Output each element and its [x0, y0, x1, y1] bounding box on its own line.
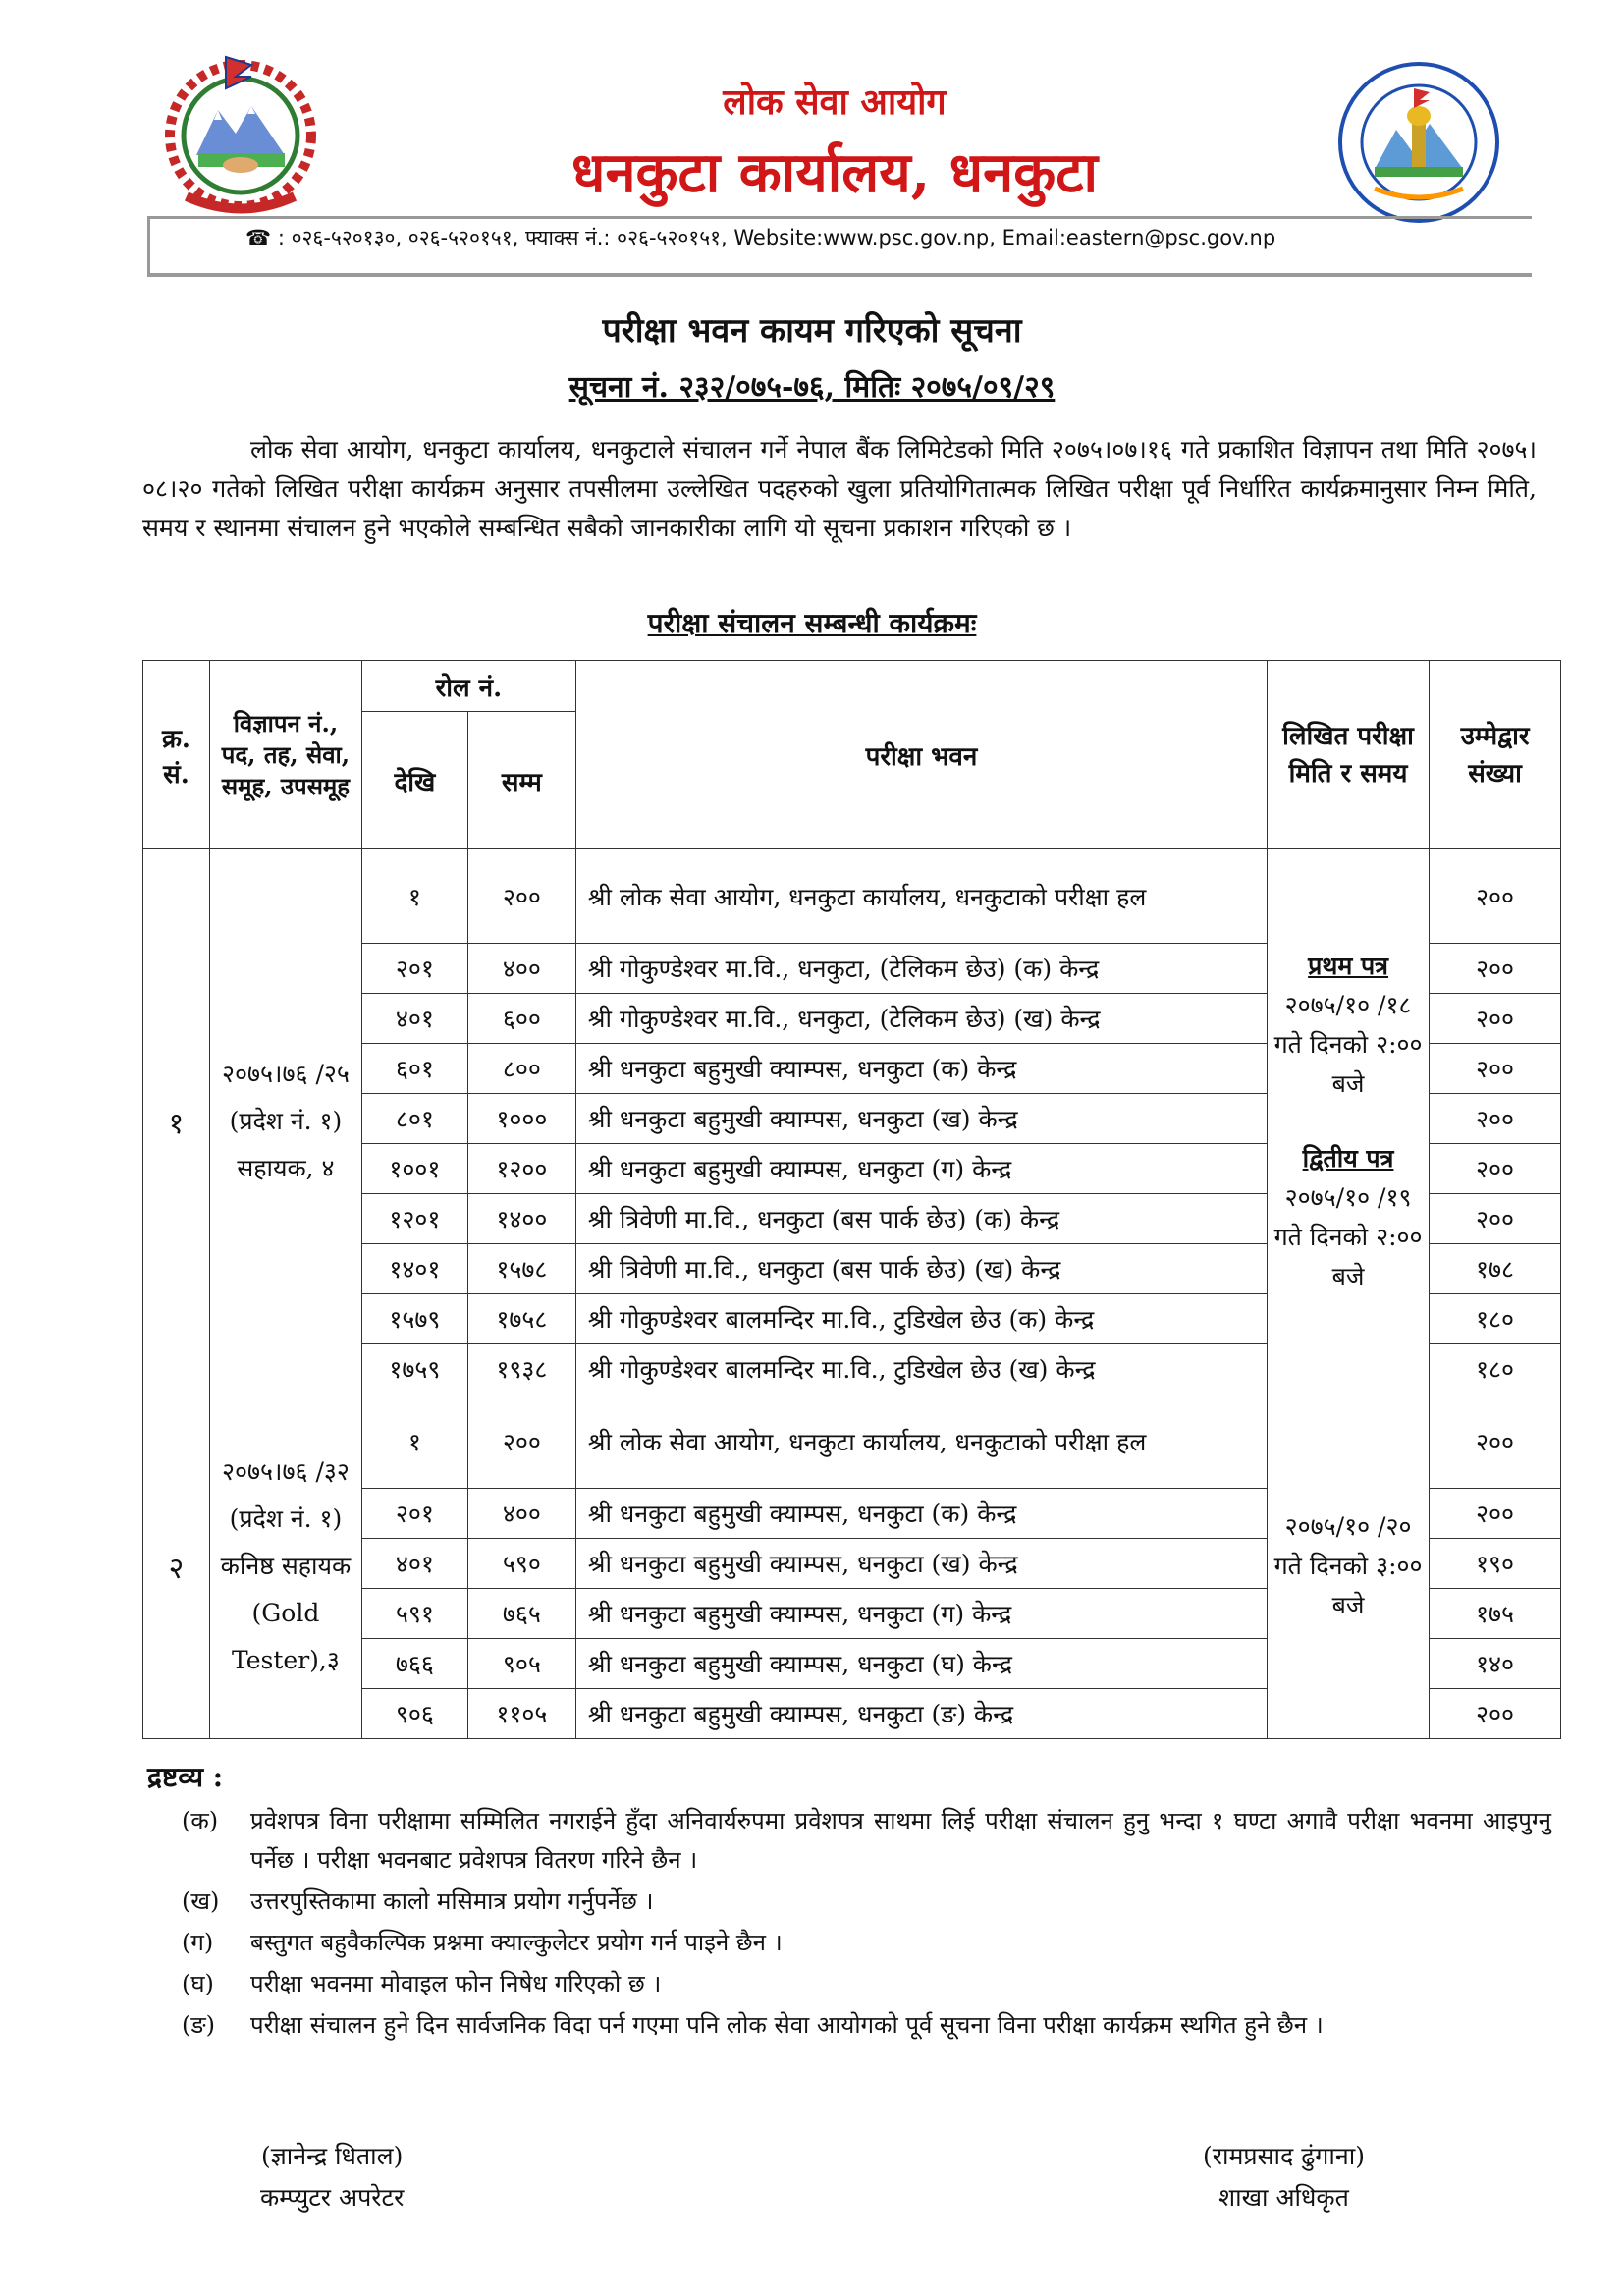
- cell-roll-from: १: [361, 1394, 467, 1489]
- contact-line: ☎ : ०२६-५२०१३०, ०२६-५२०१५१, फ्याक्स नं.: ०२६-५२०१५१, Website:www.psc.gov.np, Email:eastern@psc.gov.np: [245, 226, 1276, 249]
- cell-roll-to: ८००: [467, 1044, 575, 1094]
- signatory-right-title: शाखा अधिकृत: [1218, 2183, 1349, 2212]
- cell-candidate-count: २००: [1430, 944, 1561, 994]
- header-exam-datetime: लिखित परीक्षा मिति र समय: [1268, 661, 1430, 849]
- table-row: [143, 1394, 1561, 1489]
- cell-candidate-count: १४०: [1430, 1639, 1561, 1689]
- cell-roll-from: २०१: [361, 1489, 467, 1539]
- cell-roll-from: ९०६: [361, 1689, 467, 1739]
- cell-roll-from: ४०१: [361, 994, 467, 1044]
- note-item: [182, 1882, 1551, 1921]
- cell-roll-from: १५७९: [361, 1294, 467, 1344]
- schedule-table: [142, 660, 1561, 1739]
- cell-roll-to: ६००: [467, 994, 575, 1044]
- cell-advertisement: २०७५।७६ /३२ (प्रदेश नं. १) कनिष्ठ सहायक (Gold Tester),३: [209, 1394, 361, 1739]
- cell-venue: श्री धनकुटा बहुमुखी क्याम्पस, धनकुटा (घ) केन्द्र: [575, 1639, 1267, 1689]
- cell-exam-datetime: [1268, 849, 1430, 1394]
- notes-heading: द्रष्टव्य :: [147, 1761, 224, 1793]
- cell-roll-to: १४००: [467, 1194, 575, 1244]
- cell-roll-to: १५७८: [467, 1244, 575, 1294]
- cell-venue: श्री धनकुटा बहुमुखी क्याम्पस, धनकुटा (ख) केन्द्र: [575, 1094, 1267, 1144]
- note-key: (ग): [182, 1929, 214, 1956]
- cell-venue: श्री त्रिवेणी मा.वि., धनकुटा (बस पार्क छेउ) (क) केन्द्र: [575, 1194, 1267, 1244]
- header-advertisement: विज्ञापन नं., पद, तह, सेवा, समूह, उपसमूह: [209, 661, 361, 849]
- note-item: [182, 1801, 1551, 1880]
- cell-roll-to: २००: [467, 1394, 575, 1489]
- cell-candidate-count: २००: [1430, 1489, 1561, 1539]
- table-row: [143, 849, 1561, 944]
- signature-left: [260, 2136, 404, 2218]
- note-item: [182, 1923, 1551, 1962]
- cell-roll-to: १७५८: [467, 1294, 575, 1344]
- header-roll-from: देखि: [361, 712, 467, 849]
- org-name: लोक सेवा आयोग: [723, 82, 947, 123]
- cell-venue: श्री धनकुटा बहुमुखी क्याम्पस, धनकुटा (ख) केन्द्र: [575, 1539, 1267, 1589]
- cell-roll-from: ८०१: [361, 1094, 467, 1144]
- cell-candidate-count: २००: [1430, 1194, 1561, 1244]
- cell-sn: २: [143, 1394, 210, 1739]
- cell-candidate-count: १८०: [1430, 1294, 1561, 1344]
- signatory-left-name: (ज्ञानेन्द्र धिताल): [260, 2142, 404, 2170]
- cell-candidate-count: २००: [1430, 1394, 1561, 1489]
- cell-roll-from: १७५९: [361, 1344, 467, 1394]
- header-rule-left: [147, 216, 150, 273]
- schedule-subtitle: परीक्षा संचालन सम्बन्धी कार्यक्रमः: [647, 607, 977, 639]
- cell-venue: श्री गोकुण्डेश्वर मा.वि., धनकुटा, (टेलिकम छेउ) (ख) केन्द्र: [575, 994, 1267, 1044]
- cell-venue: श्री लोक सेवा आयोग, धनकुटा कार्यालय, धनकुटाको परीक्षा हल: [575, 1394, 1267, 1489]
- header-roll-no: रोल नं.: [361, 661, 575, 712]
- note-text: बस्तुगत बहुवैकल्पिक प्रश्नमा क्याल्कुलेटर प्रयोग गर्न पाइने छैन ।: [250, 1929, 783, 1956]
- notice-number-date: सूचना नं. २३२/०७५-७६, मितिः २०७५/०९/२९: [568, 370, 1056, 405]
- header-rule-bottom: [147, 273, 1532, 277]
- note-key: (क): [182, 1807, 219, 1834]
- cell-advertisement: २०७५।७६ /२५ (प्रदेश नं. १) सहायक, ४: [209, 849, 361, 1394]
- exam-datetime-line: २०७५/१० /१९ गते दिनको २:०० बजे: [1273, 1183, 1423, 1290]
- cell-roll-from: १००१: [361, 1144, 467, 1194]
- exam-datetime-line: २०७५/१० /२० गते दिनको ३:०० बजे: [1273, 1512, 1423, 1619]
- signatory-left-title: कम्प्युटर अपरेटर: [260, 2183, 405, 2212]
- signatory-right-name: (रामप्रसाद ढुंगाना): [1203, 2142, 1365, 2170]
- cell-venue: श्री त्रिवेणी मा.वि., धनकुटा (बस पार्क छेउ) (ख) केन्द्र: [575, 1244, 1267, 1294]
- signature-right: [1203, 2136, 1365, 2218]
- cell-roll-from: २०१: [361, 944, 467, 994]
- cell-roll-from: ५९१: [361, 1589, 467, 1639]
- cell-roll-to: ११०५: [467, 1689, 575, 1739]
- cell-candidate-count: २००: [1430, 1689, 1561, 1739]
- cell-venue: श्री गोकुण्डेश्वर मा.वि., धनकुटा, (टेलिकम छेउ) (क) केन्द्र: [575, 944, 1267, 994]
- notice-title: परीक्षा भवन कायम गरिएको सूचना: [602, 311, 1022, 351]
- cell-roll-from: ४०१: [361, 1539, 467, 1589]
- note-item: [182, 2005, 1551, 2045]
- cell-roll-from: १: [361, 849, 467, 944]
- schedule-table-body: [143, 849, 1561, 1739]
- cell-roll-to: १९३८: [467, 1344, 575, 1394]
- cell-venue: श्री धनकुटा बहुमुखी क्याम्पस, धनकुटा (ङ) केन्द्र: [575, 1689, 1267, 1739]
- cell-roll-to: १२००: [467, 1144, 575, 1194]
- cell-venue: श्री गोकुण्डेश्वर बालमन्दिर मा.वि., टुडिखेल छेउ (क) केन्द्र: [575, 1294, 1267, 1344]
- note-text: परीक्षा भवनमा मोवाइल फोन निषेध गरिएको छ ।: [250, 1970, 662, 1997]
- cell-candidate-count: १९०: [1430, 1539, 1561, 1589]
- note-key: (घ): [182, 1970, 214, 1997]
- notes-list: [182, 1801, 1551, 2047]
- cell-venue: श्री धनकुटा बहुमुखी क्याम्पस, धनकुटा (ग) केन्द्र: [575, 1144, 1267, 1194]
- cell-candidate-count: १७८: [1430, 1244, 1561, 1294]
- cell-candidate-count: १७५: [1430, 1589, 1561, 1639]
- cell-venue: श्री लोक सेवा आयोग, धनकुटा कार्यालय, धनकुटाको परीक्षा हल: [575, 849, 1267, 944]
- cell-candidate-count: २००: [1430, 994, 1561, 1044]
- note-key: (ङ): [182, 2011, 216, 2039]
- exam-datetime-line: द्वितीय पत्र: [1302, 1144, 1394, 1173]
- cell-venue: श्री गोकुण्डेश्वर बालमन्दिर मा.वि., टुडिखेल छेउ (ख) केन्द्र: [575, 1344, 1267, 1394]
- cell-roll-to: २००: [467, 849, 575, 944]
- cell-venue: श्री धनकुटा बहुमुखी क्याम्पस, धनकुटा (ग) केन्द्र: [575, 1589, 1267, 1639]
- note-key: (ख): [182, 1887, 220, 1915]
- cell-roll-to: ४००: [467, 1489, 575, 1539]
- cell-exam-datetime: [1268, 1394, 1430, 1739]
- cell-roll-to: ९०५: [467, 1639, 575, 1689]
- header-roll-to: सम्म: [467, 712, 575, 849]
- header-rule-top: [147, 216, 1532, 219]
- note-text: उत्तरपुस्तिकामा कालो मसिमात्र प्रयोग गर्नुपर्नेछ ।: [250, 1887, 654, 1915]
- cell-venue: श्री धनकुटा बहुमुखी क्याम्पस, धनकुटा (क) केन्द्र: [575, 1489, 1267, 1539]
- notice-paragraph: [142, 430, 1537, 548]
- cell-candidate-count: २००: [1430, 1094, 1561, 1144]
- note-text: प्रवेशपत्र विना परीक्षामा सम्मिलित नगराईने हुँदा अनिवार्यरुपमा प्रवेशपत्र साथमा लिई परीक्षा संचालन हुनु भन्दा १ घण्टा अगावै परीक्षा भवनमा आइपुग्नु पर्नेछ । परीक्षा भवनबाट प्रवेशपत्र वितरण गरिने छैन ।: [250, 1807, 1551, 1874]
- cell-roll-from: ६०१: [361, 1044, 467, 1094]
- cell-roll-to: ७६५: [467, 1589, 575, 1639]
- cell-roll-to: ४००: [467, 944, 575, 994]
- header-sn: क्र. सं.: [143, 661, 210, 849]
- header-venue: परीक्षा भवन: [575, 661, 1267, 849]
- notice-paragraph-text: लोक सेवा आयोग, धनकुटा कार्यालय, धनकुटाले संचालन गर्ने नेपाल बैंक लिमिटेडको मिति २०७५।०७।१६ गते प्रकाशित विज्ञापन तथा मिति २०७५।०८।२० गतेको लिखित परीक्षा कार्यक्रम अनुसार तपसीलमा उल्लेखित पदहरुको खुला प्रतियोगितात्मक लिखित परीक्षा पूर्व निर्धारित कार्यक्रमानुसार निम्न मिति, समय र स्थानमा संचालन हुने भएकोले सम्बन्धित सबैको जानकारीका लागि यो सूचना प्रकाशन गरिएको छ ।: [142, 435, 1537, 542]
- cell-candidate-count: १८०: [1430, 1344, 1561, 1394]
- office-name: धनकुटा कार्यालय, धनकुटा: [571, 140, 1098, 205]
- cell-sn: १: [143, 849, 210, 1394]
- cell-roll-from: ७६६: [361, 1639, 467, 1689]
- cell-candidate-count: २००: [1430, 1044, 1561, 1094]
- exam-datetime-line: २०७५/१० /१८ गते दिनको २:०० बजे: [1273, 991, 1423, 1098]
- header-candidate-count: उम्मेद्वार संख्या: [1430, 661, 1561, 849]
- cell-roll-from: १४०१: [361, 1244, 467, 1294]
- cell-roll-to: ५९०: [467, 1539, 575, 1589]
- note-item: [182, 1964, 1551, 2003]
- note-text: परीक्षा संचालन हुने दिन सार्वजनिक विदा पर्न गएमा पनि लोक सेवा आयोगको पूर्व सूचना विना परीक्षा कार्यक्रम स्थगित हुने छैन ।: [250, 2011, 1324, 2039]
- cell-venue: श्री धनकुटा बहुमुखी क्याम्पस, धनकुटा (क) केन्द्र: [575, 1044, 1267, 1094]
- cell-candidate-count: २००: [1430, 1144, 1561, 1194]
- cell-candidate-count: २००: [1430, 849, 1561, 944]
- letterhead: [147, 39, 1522, 236]
- exam-datetime-line: प्रथम पत्र: [1308, 952, 1388, 980]
- cell-roll-to: १०००: [467, 1094, 575, 1144]
- cell-roll-from: १२०१: [361, 1194, 467, 1244]
